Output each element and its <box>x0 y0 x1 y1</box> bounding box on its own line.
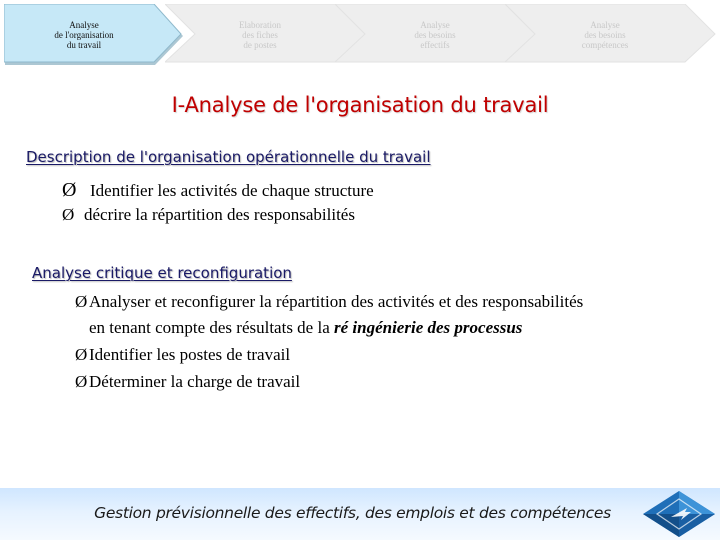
list-item-text: en tenant compte des résultats de la <box>89 318 334 337</box>
list-item-text: Identifier les postes de travail <box>89 345 291 364</box>
step-label: Analyse des besoins compétences <box>581 20 629 50</box>
list-item <box>62 205 355 225</box>
emphasis-text: ré ingénierie des processus <box>334 318 523 337</box>
list-item-text: Analyser et reconfigurer la répartition des activités et des responsabilités <box>89 292 584 311</box>
footer-text: Gestion prévisionnelle des effectifs, des emplois et des compétences <box>94 504 611 522</box>
list-item <box>62 179 374 202</box>
arrow-bullet-icon: Ø <box>75 292 88 311</box>
list-item-continuation <box>89 318 522 338</box>
process-steps <box>0 0 720 70</box>
list-item <box>75 372 300 392</box>
slide-title: I-Analyse de l'organisation du travail <box>171 93 549 117</box>
footer-banner <box>0 488 720 540</box>
list-item-text: décrire la répartition des responsabilités <box>84 205 355 224</box>
blue-diamond-logo-icon <box>641 490 717 538</box>
list-item-text: Déterminer la charge de travail <box>89 372 301 391</box>
step-label: Analyse de l'organisation du travail <box>54 20 114 50</box>
arrow-bullet-icon: Ø <box>75 372 88 391</box>
list-item <box>75 345 290 365</box>
list-item <box>75 292 583 312</box>
step-label: Analyse des besoins effectifs <box>414 20 456 50</box>
step-label: Elaboration des fiches de postes <box>239 20 281 50</box>
arrow-bullet-icon: Ø <box>62 205 75 224</box>
section-heading-analyse-critique: Analyse critique et reconfiguration <box>32 264 292 282</box>
arrow-bullet-icon: Ø <box>75 345 88 364</box>
list-item-text: Identifier les activités de chaque structure <box>90 181 374 200</box>
arrow-bullet-icon: Ø <box>62 179 77 201</box>
section-heading-description: Description de l'organisation opérationnelle du travail <box>26 148 431 166</box>
